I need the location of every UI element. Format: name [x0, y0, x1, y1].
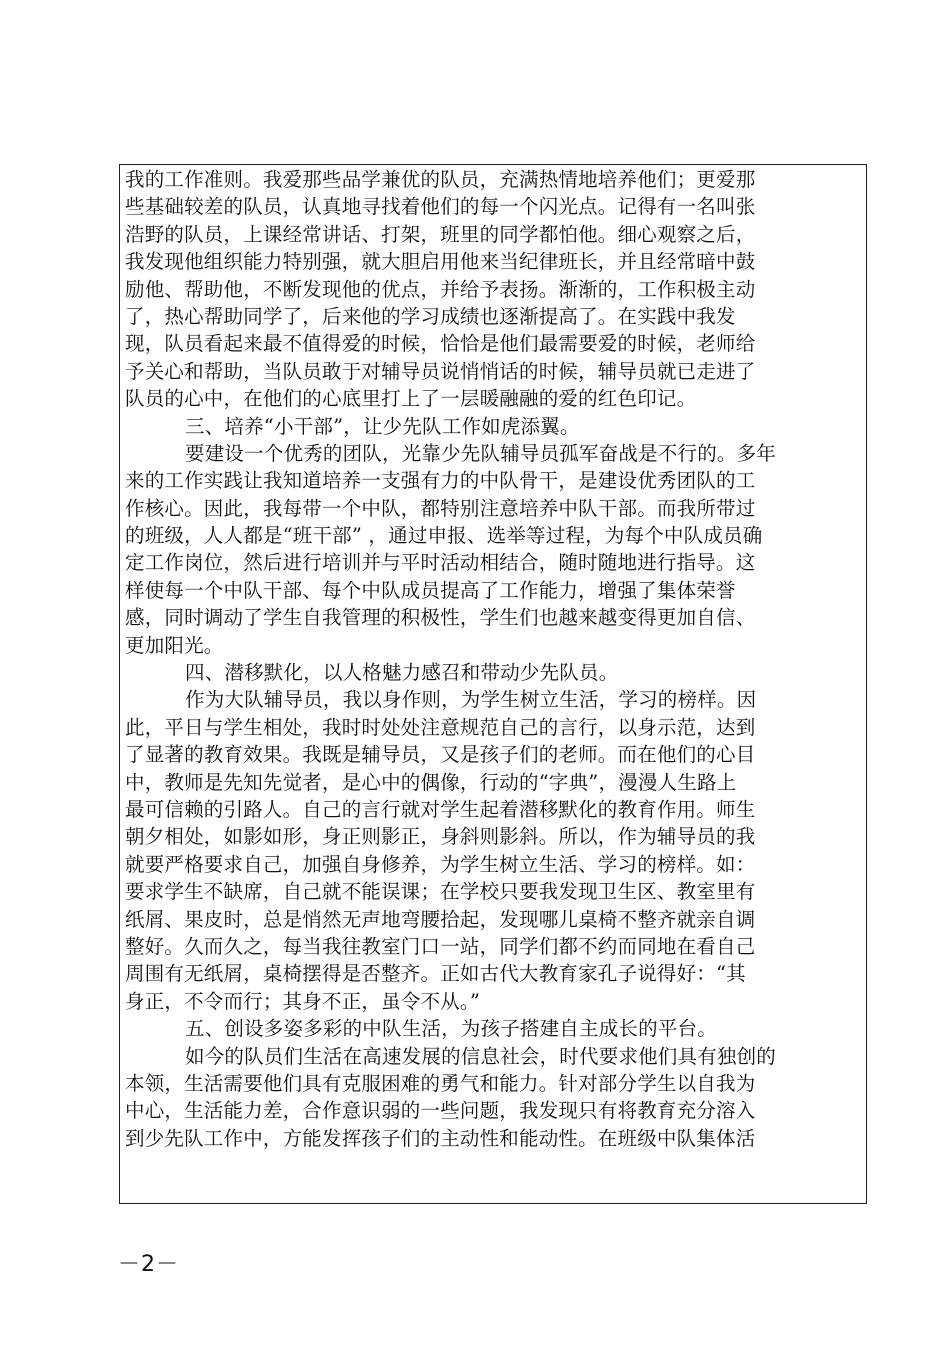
text-line: 就要严格要求自己，加强自身修养，为学生树立生活、学习的榜样。如： [125, 852, 756, 876]
text-line: 定工作岗位，然后进行培训并与平时活动相结合，随时随地进行指导。这 [125, 551, 756, 575]
text-line: 予关心和帮助，当队员敢于对辅导员说悄悄话的时候，辅导员就已走进了 [125, 359, 756, 383]
text-line: 来的工作实践让我知道培养一支强有力的中队骨干，是建设优秀团队的工 [125, 469, 756, 493]
text-line: 要建设一个优秀的团队，光靠少先队辅导员孤军奋战是不行的。多年 [185, 441, 777, 465]
text-line: 最可信赖的引路人。自己的言行就对学生起着潜移默化的教育作用。师生 [125, 797, 756, 821]
text-line: 要求学生不缺席，自己就不能误课；在学校只要我发现卫生区、教室里有 [125, 880, 756, 904]
text-line: 作核心。因此，我每带一个中队，都特别注意培养中队干部。而我所带过 [125, 496, 756, 520]
text-line: 了显著的教育效果。我既是辅导员，又是孩子们的老师。而在他们的心目 [125, 743, 756, 767]
text-line: 感，同时调动了学生自我管理的积极性，学生们也越来越变得更加自信、 [125, 606, 756, 630]
section-heading: 五、创设多姿多彩的中队生活，为孩子搭建自主成长的平台。 [185, 1017, 717, 1041]
text-line: 浩野的队员，上课经常讲话、打架，班里的同学都怕他。细心观察之后， [125, 222, 756, 246]
text-line: 到少先队工作中，方能发挥孩子们的主动性和能动性。在班级中队集体活 [125, 1126, 756, 1150]
text-line: 周围有无纸屑，桌椅摆得是否整齐。正如古代大教育家孔子说得好：“其 [125, 962, 746, 986]
text-line: 样使每一个中队干部、每个中队成员提高了工作能力，增强了集体荣誉 [125, 578, 736, 602]
text-line: 中心，生活能力差，合作意识弱的一些问题，我发现只有将教育充分溶入 [125, 1099, 756, 1123]
text-line: 纸屑、果皮时，总是悄然无声地弯腰拾起，发现哪儿桌椅不整齐就亲自调 [125, 907, 756, 931]
text-line: 如今的队员们生活在高速发展的信息社会，时代要求他们具有独创的 [185, 1044, 777, 1068]
text-line: 整好。久而久之，每当我往教室门口一站，同学们都不约而同地在看自己 [125, 934, 756, 958]
text-line: 我的工作准则。我爱那些品学兼优的队员，充满热情地培养他们；更爱那 [125, 168, 756, 191]
section-heading: 四、潜移默化，以人格魅力感召和带动少先队员。 [185, 661, 619, 685]
text-line: 励他、帮助他，不断发现他的优点，并给予表扬。渐渐的，工作积极主动 [125, 277, 756, 301]
text-line: 此，平日与学生相处，我时时处处注意规范自己的言行，以身示范，达到 [125, 715, 756, 739]
text-line: 现，队员看起来最不值得爱的时候，恰恰是他们最需要爱的时候，老师给 [125, 332, 756, 356]
text-line: 了，热心帮助同学了，后来他的学习成绩也逐渐提高了。在实践中我发 [125, 304, 736, 328]
section-heading: 三、培养“小干部”，让少先队工作如虎添翼。 [185, 414, 580, 438]
text-line: 本领，生活需要他们具有克服困难的勇气和能力。针对部分学生以自我为 [125, 1071, 756, 1095]
text-line: 更加阳光。 [125, 633, 224, 657]
text-line: 朝夕相处，如影如形，身正则影正，身斜则影斜。所以，作为辅导员的我 [125, 825, 756, 849]
text-line: 身正，不令而行；其身不正，虽令不从。” [125, 989, 481, 1013]
text-line: 我发现他组织能力特别强，就大胆启用他来当纪律班长，并且经常暗中鼓 [125, 250, 756, 274]
page-number: －2－ [118, 1252, 179, 1277]
text-line: 作为大队辅导员，我以身作则，为学生树立生活，学习的榜样。因 [185, 688, 757, 712]
text-line: 中，教师是先知先觉者，是心中的偶像，行动的“字典”，漫漫人生路上 [125, 770, 737, 794]
text-line: 的班级，人人都是“班干部” ，通过申报、选举等过程，为每个中队成员确 [125, 524, 763, 548]
text-line: 些基础较差的队员，认真地寻找着他们的每一个闪光点。记得有一名叫张 [125, 195, 756, 219]
document-body [125, 166, 837, 1152]
text-line: 队员的心中，在他们的心底里打上了一层暖融融的爱的红色印记。 [125, 387, 697, 411]
